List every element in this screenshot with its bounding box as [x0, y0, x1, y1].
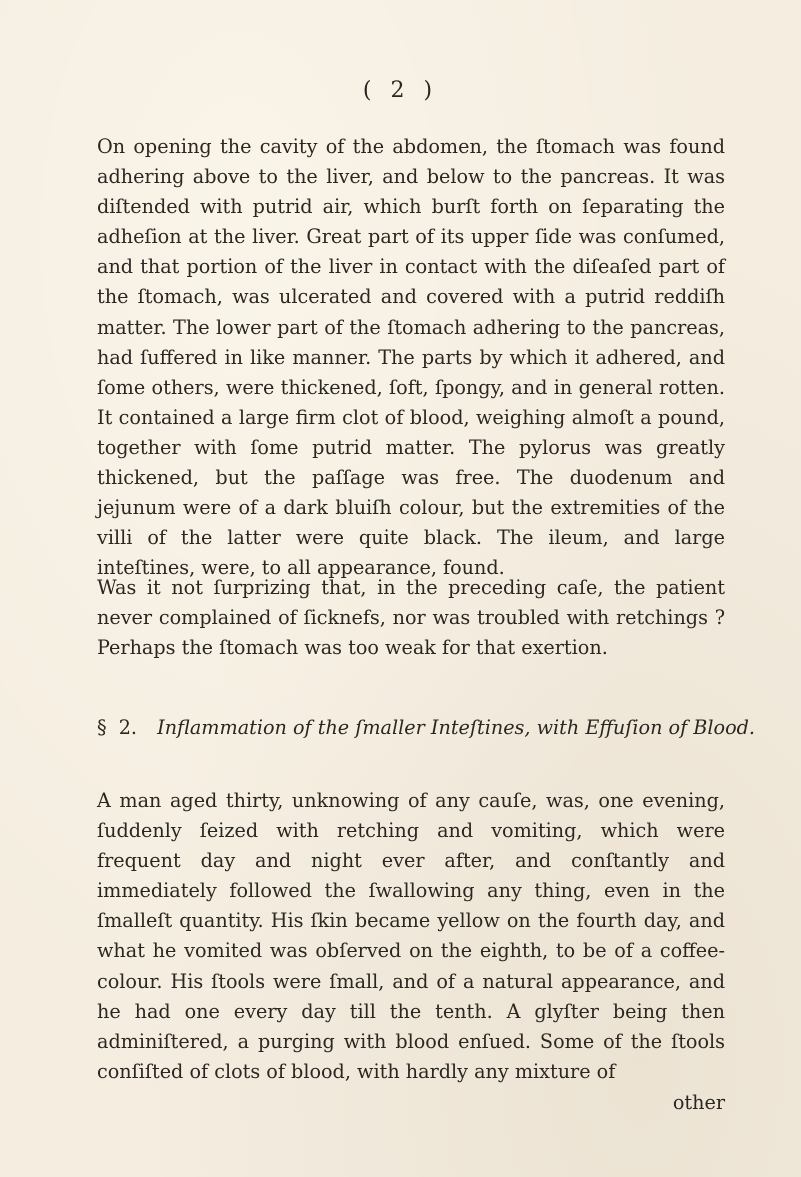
page-number: ( 2 ) — [362, 78, 439, 103]
paragraph-commentary: Was it not ſurprizing that, in the preceding caſe, the patient never complained of ſicknefs, nor was troubled with retchings ? Perhaps the ſtomach was too weak for that exertion. — [97, 576, 725, 660]
paragraph-autopsy-findings: On opening the cavity of the abdomen, the ſtomach was found adhering above to the liver, and below to the pancreas. It was diſtended with putrid air, which burſt forth on ſeparating the adheſion at the liver. Great part of its upper ſide was conſumed, and that portion of the liver in contact with the diſeaſed part of the ſtomach, was ulcerated and covered with a putrid reddiſh matter. The lower part of the ſtomach adhering to the pancreas, had ſuffered in like manner. The parts by which it adhered, and ſome others, were thickened, ſoft, ſpongy, and in general rotten. It contained a large firm clot of blood, weighing almoſt a pound, together with ſome putrid matter. The pylorus was greatly thickened, but the paſſage was free. The duodenum and jejunum were of a dark bluiſh colour, but the extremities of the villi of the latter were quite black. The ileum, and large inteſtines, were, to all appearance, found. — [97, 135, 725, 580]
section-title: Inflammation of the ſmaller Inteſtines, with Effuſion of Blood. — [157, 716, 756, 739]
section-sign: § — [97, 716, 107, 739]
catchword: other — [672, 1091, 725, 1114]
section-number: 2. — [118, 716, 138, 739]
section-heading — [97, 713, 756, 743]
paragraph-case-history: A man aged thirty, unknowing of any cauſe, was, one evening, ſuddenly ſeized with retching and vomiting, which were frequent day and night ever after, and conſtantly and immediately followed the ſwallowing any thing, even in the ſmalleſt quantity. His ſkin became yellow on the fourth day, and what he vomited was obſerved on the eighth, to be of a coffee-colour. His ſtools were ſmall, and of a natural appearance, and he had one every day till the tenth. A glyſter being then adminiſtered, a purging with blood enſued. Some of the ſtools conſiſted of clots of blood, with hardly any mixture of — [97, 789, 725, 1083]
